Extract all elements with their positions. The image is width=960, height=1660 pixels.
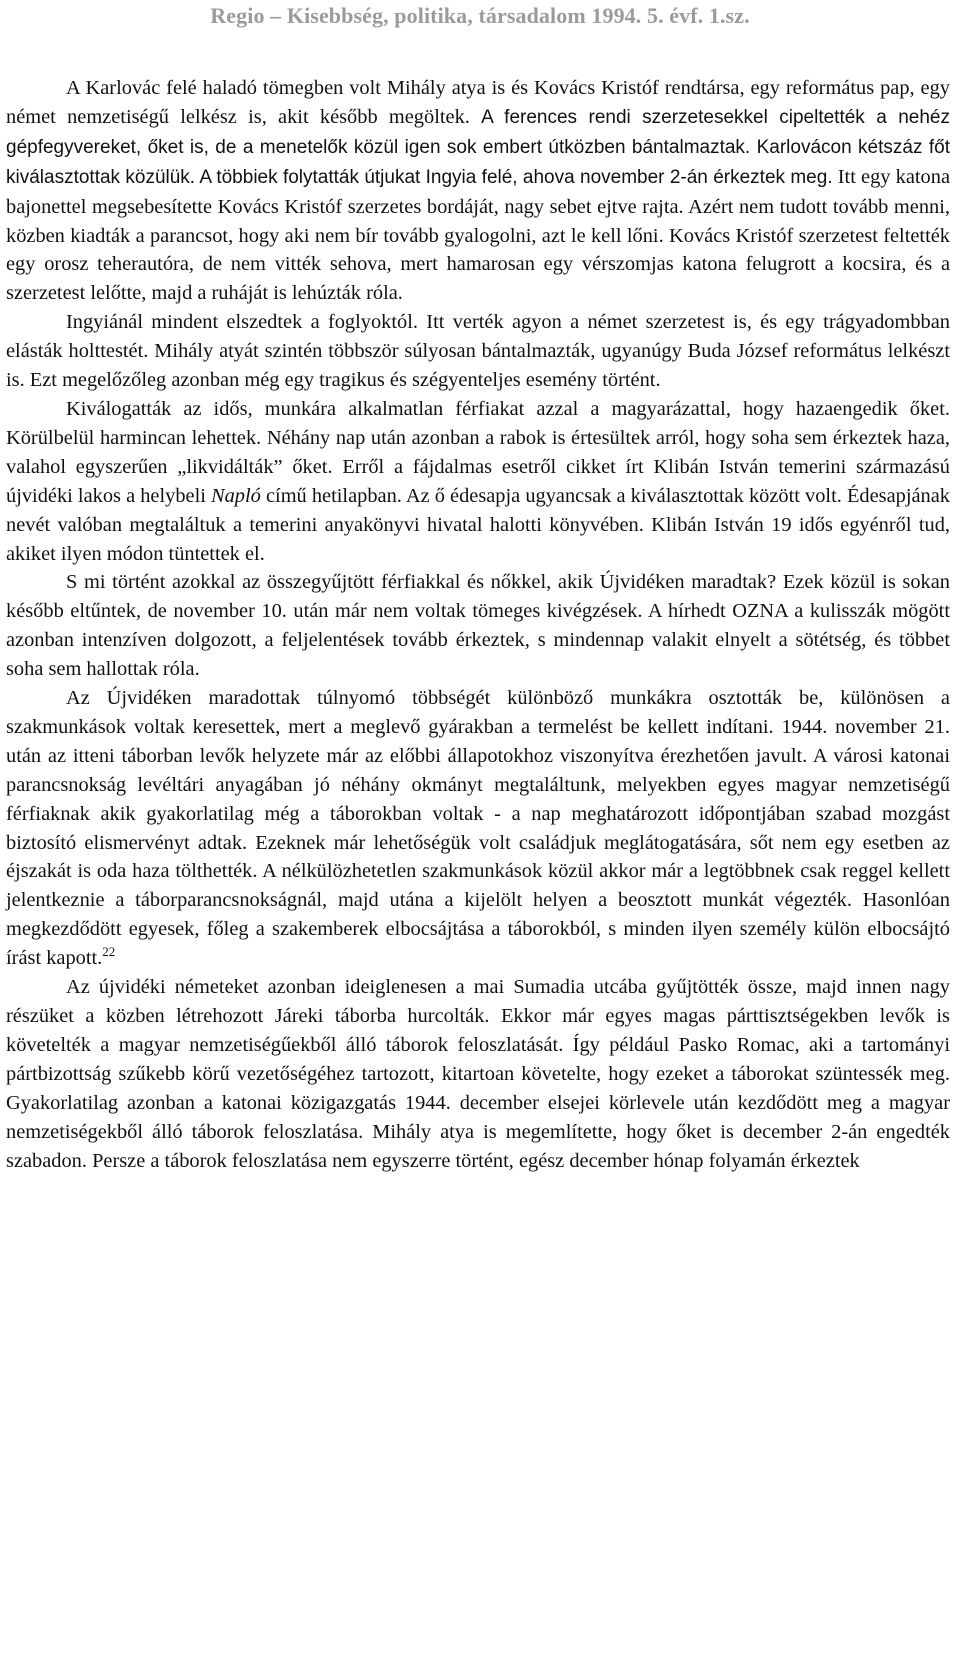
text-segment: Az Újvidéken maradottak túlnyomó többségét különböző munkákra osztották be, különösen a szakmunkások voltak keresettek, mert a meglevő gyárakban a termelést be kellett indítani. 1944. november 21. után az itteni táborban levők helyzete már az előbbi állapotokhoz viszonyítva érezhetően javult. A városi katonai parancsnokság levéltári anyagában jó néhány okmányt megtaláltunk, melyekben egyes magyar nemzetiségű férfiaknak akik gyakorlatilag még a táborokban voltak - a nap meghatározott időpontjában szabad mozgást biztosító elismervényt adtak. Ezeknek már lehetőségük volt családjuk meglátogatására, sőt nem egy esetben az éjszakát is oda haza tölthették. A nélkülözhetetlen szakmunkások közül akkor már a legtöbbnek csak reggel kellett jelentkeznie a táborparancsnokságnál, majd utána a kijelölt helyen a beosztott munkát végezték. Hasonlóan megkezdődött egyesek, főleg a szakemberek elbocsájtása a táborokból, s minden ilyen személy külön elbocsájtó írást kapott. [6,687,950,970]
paragraph [6,395,950,568]
paragraph [6,568,950,684]
paragraph [6,74,950,308]
paragraph [6,308,950,395]
text-segment: című hetilapban. Az ő édesapja ugyancsak a kiválasztottak között volt. Édesapjának nevét valóban megtaláltuk a temerini anyakönyvi hivatal halotti könyvében. Klibán István 19 idős egyénről tud, akiket ilyen módon tüntettek el. [6,484,950,565]
text-segment: Ingyiánál mindent elszedtek a foglyoktól. Itt verték agyon a német szerzetest is, és egy trágyadombban elásták holttestét. Mihály atyát szintén többször súlyosan bántalmazták, ugyanúgy Buda József református lelkészt is. Ezt megelőzőleg azonban még egy tragikus és szégyenteljes esemény történt. [6,311,950,392]
text-segment: Kiválogatták az idős, munkára alkalmatlan férfiakat azzal a magyarázattal, hogy hazaengedik őket. Körülbelül harmincan lehettek. Néhány nap után azonban a rabok is értesültek arról, hogy soha sem érkeztek haza, valahol egyszerűen „likvidálták” őket. Erről a fájdalmas esetről cikket írt Klibán István temerini származású újvidéki lakos a helybeli [6,397,950,507]
paragraph [6,973,950,1175]
text-segment: Itt egy katona bajonettel megsebesítette Kovács Kristóf szerzetes bordáját, nagy sebet ejtve rajta. Azért nem tudott tovább menni, közben kiadták a parancsot, hogy aki nem bír tovább gyalogolni, azt le kell lőni. Kovács Kristóf szerzetest feltették egy orosz teherautóra, de nem vitték sehova, mert hamarosan egy vérszomjas katona felugrott a kocsira, és a szerzetest lelőtte, majd a ruháját is lehúzták róla. [6,165,950,305]
text-segment: S mi történt azokkal az összegyűjtött férfiakkal és nőkkel, akik Újvidéken maradtak? Ezek közül is sokan később eltűntek, de november 10. után már nem voltak tömeges kivégzések. A hírhedt OZNA a kulisszák mögött azonban intenzíven dolgozott, a feljelentések tovább érkeztek, s mindennap valakit elnyelt a sötétség, és többet soha sem hallottak róla. [6,571,950,681]
running-header: Regio – Kisebbség, politika, társadalom 1994. 5. évf. 1.sz. [210,3,750,28]
footnote-reference: 22 [102,944,116,960]
text-segment: A ferences rendi szerzetesekkel cipeltették a nehéz gépfegyvereket, őket is, de a menetelők közül igen sok embert útközben bántalmaztak. Karlovácon kétszáz főt kiválasztottak közülük. A többiek folytatták útjukat Ingyia felé, ahova november 2-án érkeztek meg. [6,106,951,188]
paragraph [6,684,950,973]
text-segment: A Karlovác felé haladó tömegben volt Mihály atya is és Kovács Kristóf rendtársa, egy református pap, egy német nemzetiségű lelkész is, akit később megöltek. [6,77,950,128]
italic-title: Napló [211,484,261,507]
text-segment: Az újvidéki németeket azonban ideiglenesen a mai Sumadia utcába gyűjtötték össze, majd innen nagy részüket a közben létrehozott Járeki táborba hurcolták. Ekkor már egyes magas párttisztségekben levők is követelték a magyar nemzetiségűekből álló táborok feloszlatását. Így például Pasko Romac, aki a tartományi pártbizottság szűkebb körű vezetőségéhez tartozott, kitartoan követelte, hogy ezeket a táborokat szüntessék meg. Gyakorlatilag azonban a katonai közigazgatás 1944. december elsejei körlevele után kezdődött meg a magyar nemzetiségekből álló táborok feloszlatása. Mihály atya is megemlítette, hogy őket is december 2-án engedték szabadon. Persze a táborok feloszlatása nem egyszerre történt, egész december hónap folyamán érkeztek [6,976,950,1172]
body-text [6,74,950,1175]
